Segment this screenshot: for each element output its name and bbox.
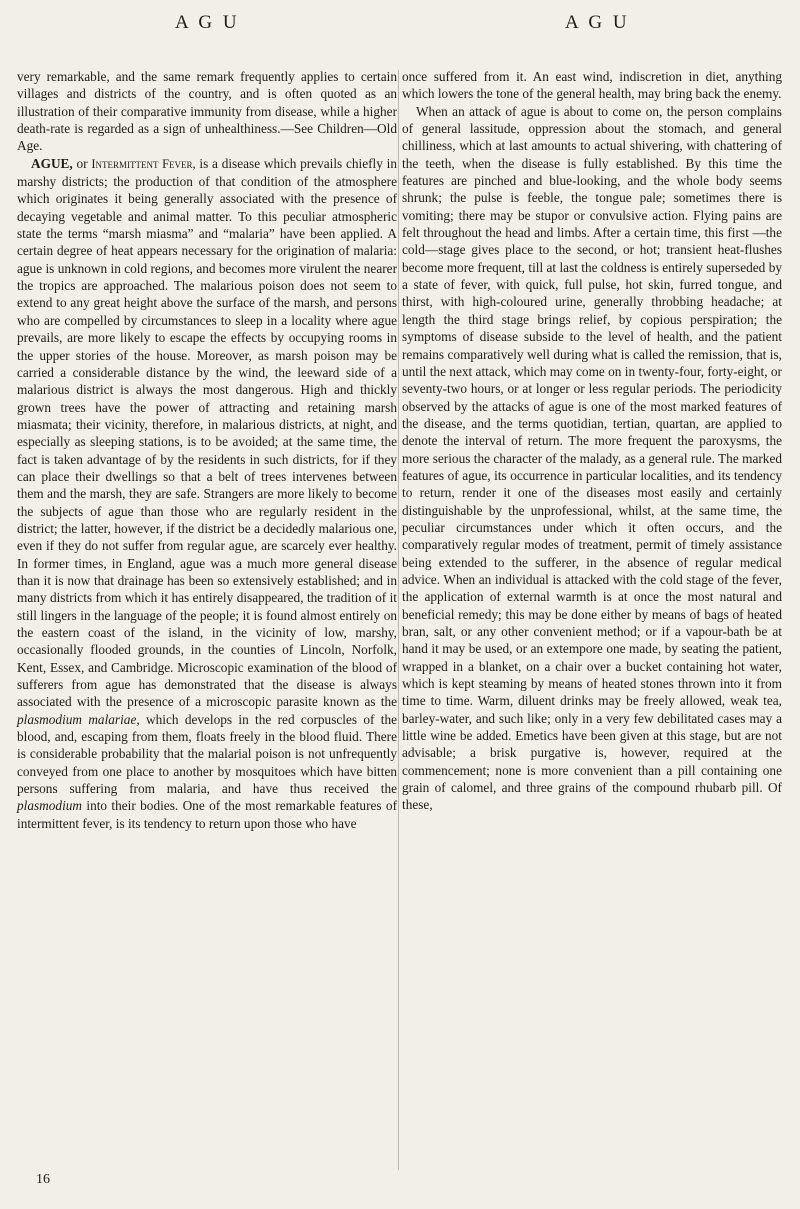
entry-body-3: into their bodies. One of the most remarkable features of intermittent fever, is its tendency to return upon those who have [17,798,398,831]
running-head-left: A G U [175,12,240,33]
running-head-right: A G U [565,12,630,33]
term-plasmodium-malariae: plasmodium malariae, [17,711,140,727]
entry-body-1: is a disease which prevails chiefly in marshy districts; the production of that condition of the atmosphere which originates it being generally associated with the presence of decaying vegetable and animal matter. To this peculiar atmospheric state the terms “marsh miasma” and “malaria” have been applied. A certain degree of heat appears necessary for the origination of malaria: ague is unknown in cold regions, and becomes more virulent the nearer the tropics are approached. The malarious poison does not seem to extend to any great height above the surface of the marsh, and persons who are compelled by circumstances to sleep in a locality where ague prevails, are more likely to escape the effects by occupying rooms in the upper stories of the house. Moreover, as marsh poison may be carried a considerable distance by the wind, the leeward side of a malarious district is always the most dangerous. High and thickly grown trees have the power of attracting and retaining marsh miasmata; their vicinity, therefore, in malarious districts, at night, and especially as sleeping stations, is to be avoided; at the same time, the fact is taken advantage of by the residents in such districts, for if they can place their dwellings so that a belt of trees intervenes between them and the marsh, they are safe. Strangers are more likely to become the subjects of ague than those who are regularly resident in the district; the latter, however, if the district be a decidedly malarious one, even if they do not suffer from regular ague, are scarcely ever healthy. In former times, in England, ague was a much more general disease than it is now that drainage has been so extensively established; and in many districts from which it has entirely disappeared, the tradition of it still lingers in the language of the people; it is found almost entirely on the eastern coast of the island, in the vicinity of low, marshy, occasionally flooded grounds, in the counties of Lincoln, Norfolk, Kent, Essex, and Cambridge. Microscopic examination of the blood of sufferers from ague has demonstrated that the disease is always associated with the presence of a microscopic parasite known as the [17,155,397,710]
symptoms-paragraph: When an attack of ague is about to come on, the person complains of general lassitude, oppression about the stomach, and general chilliness, which at last amounts to actual shivering, with chattering of the teeth, when the disease is fully established. By this time the features are pinched and blue-looking, and the whole body seems shrunk; the pulse is feeble, the tongue pale; sometimes there is vomiting; there may be stupor or convulsive action. Flying pains are felt throughout the head and limbs. After a certain time, this first —the cold—stage gives place to the second, or hot; transient heat-flushes become more frequent, till at last the coldness is entirely superseded by a state of fever, with quick, full pulse, hot skin, furred tongue, and thirst, with high-coloured urine, generally throbbing headache; at length the third stage brings relief, by copious perspiration; the symptoms of disease subside to the level of health, and the patient remains comparatively well during what is called the remission, that is, until the next attack, which may come on in twenty-four, forty-eight, or seventy-two hours, or at longer or less regular periods. The periodicity observed by the attacks of ague is one of the most marked features of the disease, and the terms quotidian, tertian, quartan, are applied to denote the interval of return. The more frequent the paroxysms, the more serious the character of the malady, as a general rule. The marked features of ague, its occurrence in particular localities, and its tendency to return, render it one of the diseases most easily and certainly distinguishable by the unprofessional, whilst, at the same time, the peculiar circumstances under which it often occurs, and the comparatively regular modes of treatment, permit of timely assistance being extended to the sufferer, in the absence of regular medical advice. When an individual is attacked with the cold stage of the fever, the application of external warmth is at once the most natural and beneficial remedy; this may be done either by means of bags of heated bran, salt, or any other convenient method; or if a vapour-bath be at hand it may be used, or an extempore one made, by seating the patient, wrapped in a blanket, on a chair over a bucket containing hot water, which is kept steaming by means of heated stones thrown into it from time to time. Warm, diluent drinks may be freely allowed, weak tea, barley-water, and such like; only in a very few debilitated cases may a little wine be added. Emetics have been given at this stage, but are not advisable; a brisk purgative is, however, required at the commencement; none is more convenient than a pill containing one grain of calomel, and three grains of the compound rhubarb pill. Of these, [402,103,782,813]
entry-alt-pre: or [76,155,88,171]
continuation-paragraph-right: once suffered from it. An east wind, indiscretion in diet, anything which lowers the tone of the general health, may bring back the enemy. [402,69,782,102]
continuation-paragraph: very remarkable, and the same remark frequently applies to certain villages and districts of the country, and is often quoted as an illustration of their comparative immunity from disease, while a higher death-rate is regarded as a sign of unhealthiness.—See Children—Old Age. [17,69,397,154]
left-column [17,68,397,832]
page-number: 16 [36,1172,50,1187]
entry-body-2: which develops in the red corpuscles of the blood, and, escaping from them, floats freely in the blood fluid. There is considerable probability that the malarial poison is not unfrequently conveyed from one place to another by mosquitoes which have bitten persons suffering from malaria, and have thus received the [17,711,397,797]
entry-headword: AGUE, [31,155,73,171]
column-divider [398,70,399,1170]
entry-alt-name: Intermittent Fever, [91,156,196,171]
term-plasmodium: plasmodium [17,798,83,814]
entry-ague [17,155,397,832]
right-column [402,68,782,814]
